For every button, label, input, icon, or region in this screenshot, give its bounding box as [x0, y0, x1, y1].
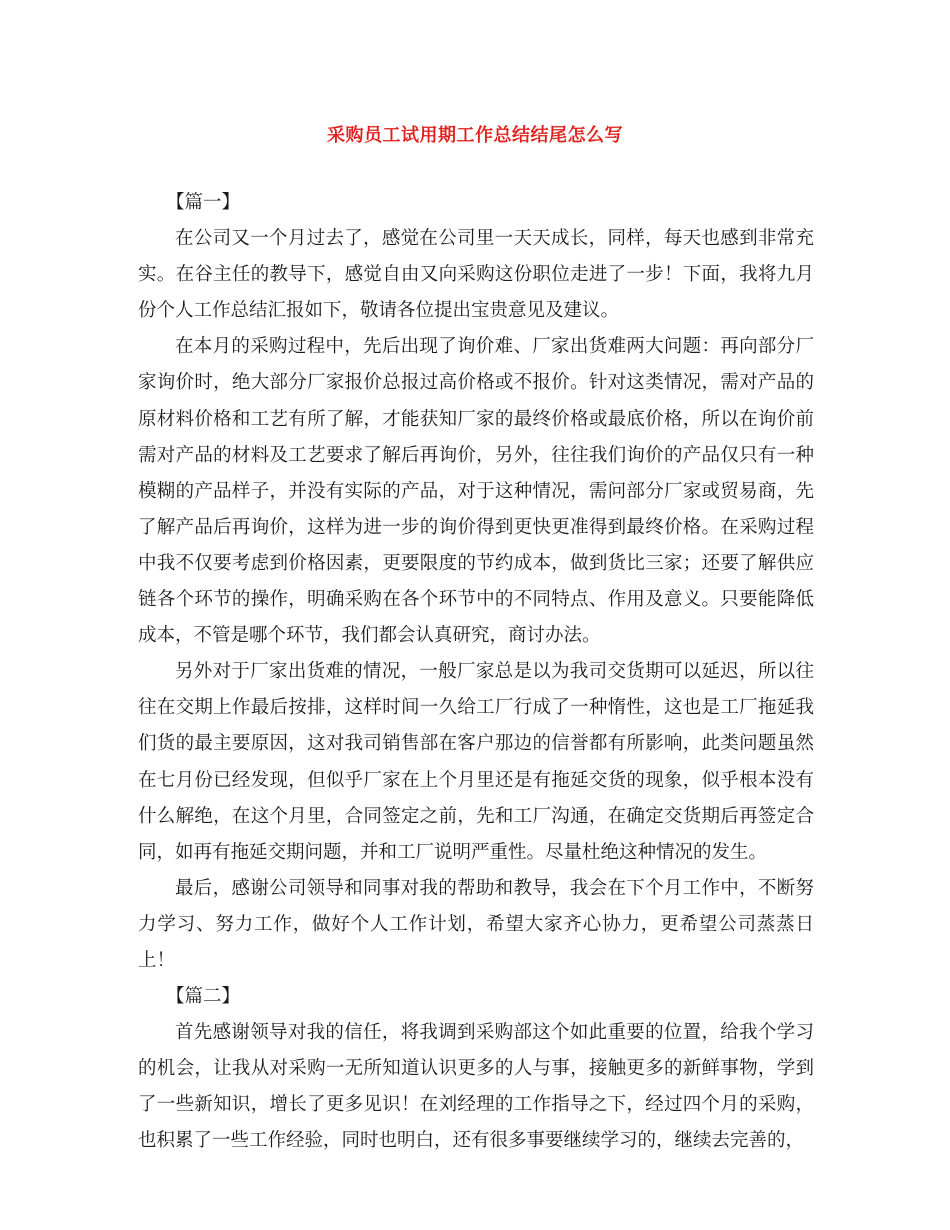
section-1 — [138, 185, 814, 979]
document-body — [138, 185, 814, 1160]
section-2 — [138, 979, 814, 1159]
paragraph: 在公司又一个月过去了，感觉在公司里一天天成长，同样，每天也感到非常充实。在谷主任的教导下，感觉自由又向采购这份职位走进了一步！下面，我将九月份个人工作总结汇报如下，敬请各位提出宝贵意见及建议。 — [138, 228, 814, 322]
document-title: 采购员工试用期工作总结结尾怎么写 — [327, 125, 623, 146]
section-heading: 【篇一】 — [166, 192, 241, 213]
paragraph: 在本月的采购过程中，先后出现了询价难、厂家出货难两大问题：再向部分厂家询价时，绝大部分厂家报价总报过高价格或不报价。针对这类情况，需对产品的原材料价格和工艺有所了解，才能获知厂家的最终价格或最底价格，所以在询价前需对产品的材料及工艺要求了解后再询价，另外，往往我们询价的产品仅只有一种模糊的产品样子，并没有实际的产品，对于这种情况，需问部分厂家或贸易商，先了解产品后再询价，这样为进一步的询价得到更快更准得到最终价格。在采购过程中我不仅要考虑到价格因素，更要限度的节约成本，做到货比三家；还要了解供应链各个环节的操作，明确采购在各个环节中的不同特点、作用及意义。只要能降低成本，不管是哪个环节，我们都会认真研究，商讨办法。 — [138, 336, 814, 647]
paragraph: 最后，感谢公司领导和同事对我的帮助和教导，我会在下个月工作中，不断努力学习、努力工作，做好个人工作计划，希望大家齐心协力，更希望公司蒸蒸日上！ — [138, 877, 814, 971]
paragraph: 首先感谢领导对我的信任，将我调到采购部这个如此重要的位置，给我个学习的机会，让我从对采购一无所知道认识更多的人与事，接触更多的新鲜事物，学到了一些新知识，增长了更多见识！在刘经理的工作指导之下，经过四个月的采购，也积累了一些工作经验，同时也明白，还有很多事要继续学习的，继续去完善的， — [138, 1022, 814, 1152]
section-heading: 【篇二】 — [166, 986, 241, 1008]
paragraph: 另外对于厂家出货难的情况，一般厂家总是以为我司交货期可以延迟，所以往往在交期上作最后按排，这样时间一久给工厂行成了一种惰性，这也是工厂拖延我们货的最主要原因，这对我司销售部在客户那边的信誉都有所影响，此类问题虽然在七月份已经发现，但似乎厂家在上个月里还是有拖延交货的现象，似乎根本没有什么解绝，在这个月里，合同签定之前，先和工厂沟通，在确定交货期后再签定合同，如再有拖延交期问题，并和工厂说明严重性。尽量杜绝这种情况的发生。 — [138, 661, 814, 863]
